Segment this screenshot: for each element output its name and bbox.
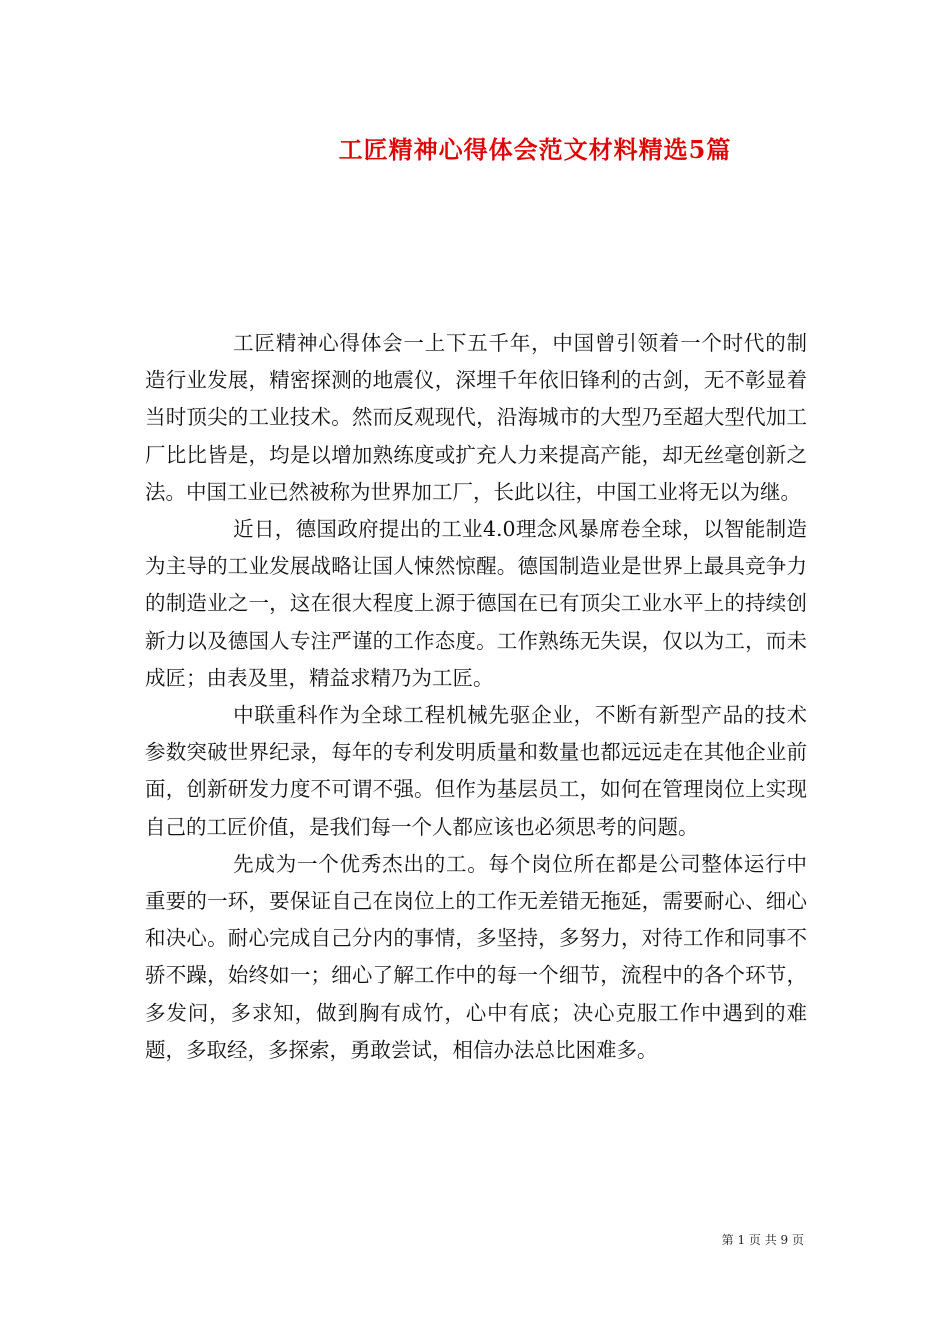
paragraph: 中联重科作为全球工程机械先驱企业，不断有新型产品的技术参数突破世界纪录，每年的专利发明质量和数量也都远远走在其他企业前面，创新研发力度不可谓不强。但作为基层员工，如何在管理岗位上实现自己的工匠价值，是我们每一个人都应该也必须思考的问题。 (145, 703, 807, 839)
paragraph: 近日，德国政府提出的工业4.0理念风暴席卷全球，以智能制造为主导的工业发展战略让国人悚然惊醒。德国制造业是世界上最具竞争力的制造业之一，这在很大程度上源于德国在已有顶尖工业水平上的持续创新力以及德国人专注严谨的工作态度。工作熟练无失误，仅以为工，而未成匠；由表及里，精益求精乃为工匠。 (145, 517, 807, 690)
document-title: 工匠精神心得体会范文材料精选5篇 (338, 135, 732, 164)
paragraph: 先成为一个优秀杰出的工。每个岗位所在都是公司整体运行中重要的一环，要保证自己在岗位上的工作无差错无拖延，需要耐心、细心和决心。耐心完成自己分内的事情，多坚持，多努力，对待工作和同事不骄不躁，始终如一；细心了解工作中的每一个细节，流程中的各个环节，多发问，多求知，做到胸有成竹，心中有底；决心克服工作中遇到的难题，多取经，多探索，勇敢尝试，相信办法总比困难多。 (145, 851, 807, 1062)
document-body (145, 325, 807, 1069)
paragraph: 工匠精神心得体会一上下五千年，中国曾引领着一个时代的制造行业发展，精密探测的地震仪，深埋千年依旧锋利的古剑，无不彰显着当时顶尖的工业技术。然而反观现代，沿海城市的大型乃至超大型代加工厂比比皆是，均是以增加熟练度或扩充人力来提高产能，却无丝毫创新之法。中国工业已然被称为世界加工厂，长此以往，中国工业将无以为继。 (145, 331, 807, 504)
page-number-footer: 第 1 页 共 9 页 (721, 1233, 804, 1247)
